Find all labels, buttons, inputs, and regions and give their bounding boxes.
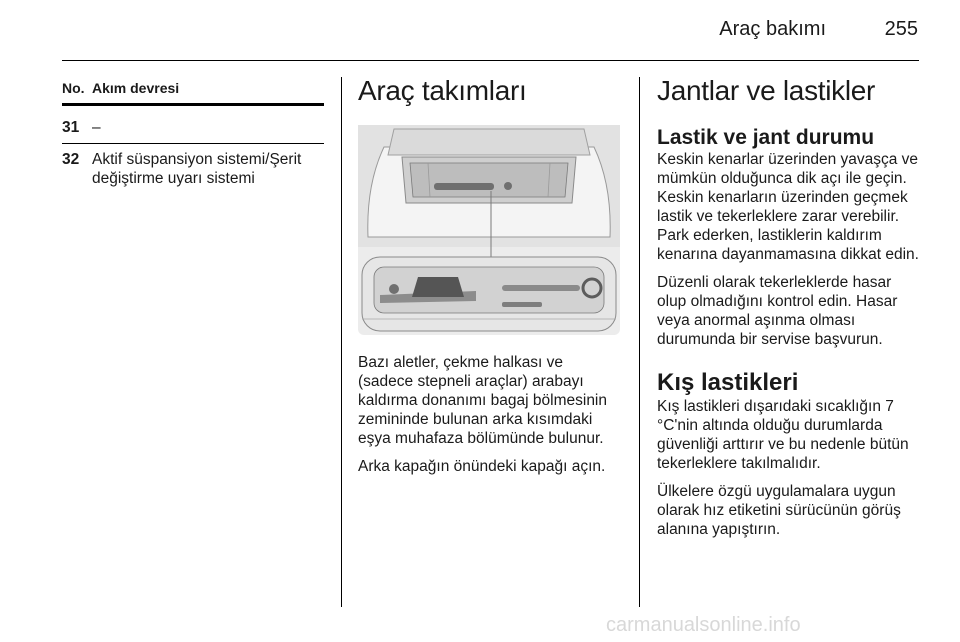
body-paragraph: Bazı aletler, çekme halkası ve (sadece stepneli araçlar) arabayı kaldırma donanımı bagaj bölmesinin zemininde bulunan arka kısımdaki eşya muhafaza bölümünde bulunur. bbox=[358, 354, 607, 447]
body-paragraph: Düzenli olarak tekerleklerde hasar olup olmadığını kontrol edin. Hasar veya anormal aşınma olması durumunda bir servise başvurun. bbox=[657, 274, 898, 348]
body-paragraph: Ülkelere özgü uygulamalara uygun olarak hız etiketini sürücünün görüş alanına yapıştırın. bbox=[657, 483, 901, 538]
wheels-tyres-section bbox=[657, 74, 921, 539]
watermark: carmanualsonline.info bbox=[606, 614, 801, 636]
col-header-circuit: Akım devresi bbox=[92, 80, 180, 96]
section-heading: Jantlar ve lastikler bbox=[657, 75, 876, 106]
subsection-heading: Kış lastikleri bbox=[657, 369, 799, 396]
body-paragraph: Arka kapağın önündeki kapağı açın. bbox=[358, 458, 606, 475]
fuse-circuit: Aktif süspansiyon sistemi/Şerit değiştirme uyarı sistemi bbox=[92, 151, 302, 187]
table-header bbox=[62, 80, 324, 106]
column-divider-1 bbox=[341, 77, 342, 607]
column-divider-2 bbox=[639, 77, 640, 607]
col-header-no: No. bbox=[62, 80, 85, 96]
fuse-number: 32 bbox=[62, 151, 80, 168]
chapter-title: Araç bakımı bbox=[719, 18, 826, 40]
vehicle-tools-section bbox=[358, 74, 620, 476]
header-rule bbox=[62, 60, 919, 61]
fuse-circuit: – bbox=[92, 119, 101, 136]
table-row bbox=[62, 144, 324, 193]
subsection-heading: Lastik ve jant durumu bbox=[657, 126, 875, 149]
fuse-table bbox=[62, 80, 324, 193]
page-number: 255 bbox=[884, 18, 918, 40]
table-row bbox=[62, 106, 324, 144]
body-paragraph: Kış lastikleri dışarıdaki sıcaklığın 7 °C'nin altında olduğu durumlarda güvenliği arttırır ve bu nedenle bütün tekerleklere takılmalıdır. bbox=[657, 398, 909, 472]
fuse-number: 31 bbox=[62, 119, 80, 136]
body-paragraph: Keskin kenarlar üzerinden yavaşça ve mümkün olduğunca dik açı ile geçin. Keskin kenarların üzerinden geçmek lastik ve tekerleklere zarar verebilir. Park ederken, lastiklerin kaldırım kenarına dayanmamasına dikkat edin. bbox=[657, 151, 919, 263]
section-heading: Araç takımları bbox=[358, 75, 527, 106]
tool-kit-illustration bbox=[358, 125, 620, 335]
